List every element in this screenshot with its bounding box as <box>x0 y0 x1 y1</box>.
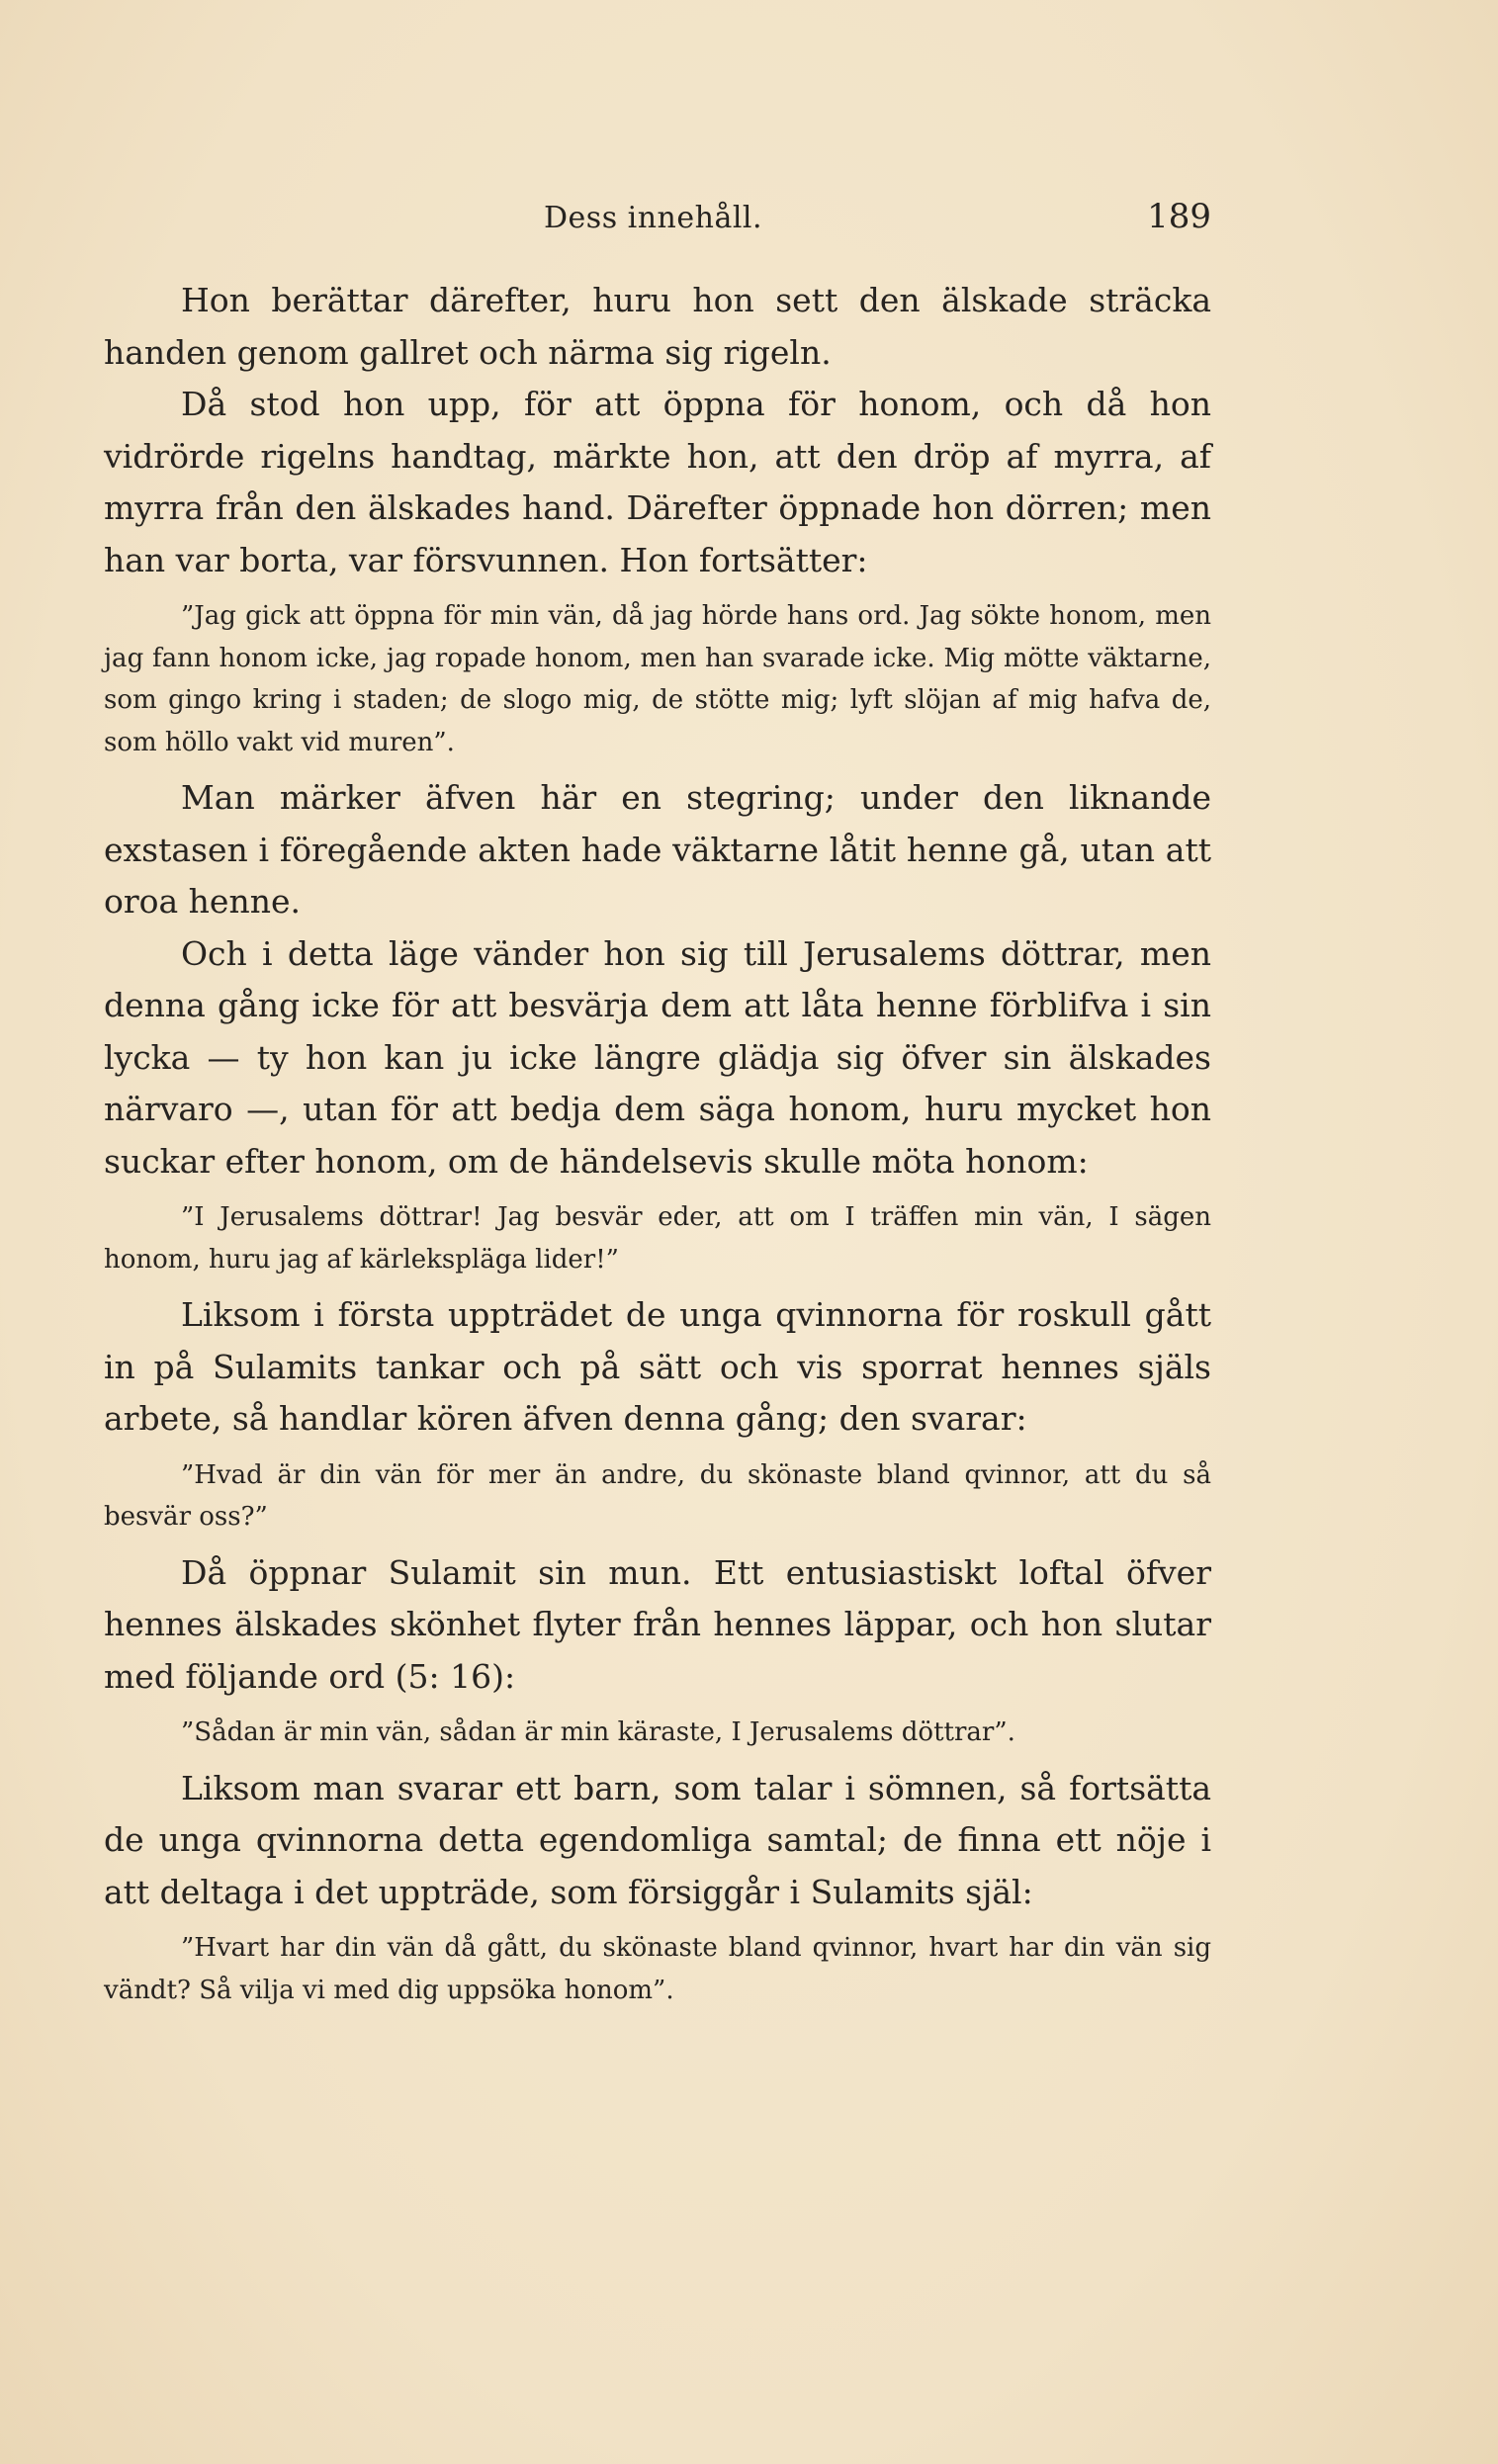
block-quote: ”Hvad är din vän för mer än andre, du skönaste bland qvinnor, att du så besvär oss?” <box>104 1459 1211 1532</box>
page-header <box>104 197 1211 250</box>
running-title: Dess innehåll. <box>544 201 763 235</box>
block-quote: ”Jag gick att öppna för min vän, då jag hörde hans ord. Jag sökte honom, men jag fann honom icke, jag ropade honom, men han svarade icke. Mig mötte väktarne, som gingo kring i staden; de slogo mig, de stötte mig; lyft slöjan af mig hafva de, som höllo vakt vid muren”. <box>104 601 1211 757</box>
paragraph: Och i detta läge vänder hon sig till Jerusalems döttrar, men denna gång icke för att besvärja dem att låta henne förblifva i sin lycka — ty hon kan ju icke längre glädja sig öfver sin älskades närvaro —, utan för att bedja dem säga honom, huru mycket hon suckar efter honom, om de händelsevis skulle möta honom: <box>104 933 1211 1181</box>
block-quote: ”Sådan är min vän, sådan är min käraste, I Jerusalems döttrar”. <box>181 1717 1015 1747</box>
paragraph: Liksom man svarar ett barn, som talar i sömnen, så fortsätta de unga qvinnorna detta egendomliga samtal; de finna ett nöje i att deltaga i det uppträde, som försiggår i Sulamits själ: <box>104 1768 1211 1911</box>
main-text <box>104 275 1211 2020</box>
paragraph: Hon berättar därefter, huru hon sett den älskade sträcka handen genom gallret och närma sig rigeln. <box>104 281 1211 372</box>
paragraph: Liksom i första uppträdet de unga qvinnorna för roskull gått in på Sulamits tankar och på sätt och vis sporrat hennes själs arbete, så handlar kören äfven denna gång; den svarar: <box>104 1295 1211 1438</box>
paragraph: Man märker äfven här en stegring; under den liknande exstasen i föregående akten hade väktarne låtit henne gå, utan att oroa henne. <box>104 778 1211 921</box>
paragraph: Då öppnar Sulamit sin mun. Ett entusiastiskt loftal öfver hennes älskades skönhet flyter från hennes läppar, och hon slutar med följande ord (5: 16): <box>104 1552 1211 1696</box>
block-quote: ”I Jerusalems döttrar! Jag besvär eder, att om I träffen min vän, I sägen honom, huru jag af kärlekspläga lider!” <box>104 1202 1211 1275</box>
page-number: 189 <box>1147 197 1211 236</box>
paragraph: Då stod hon upp, för att öppna för honom, och då hon vidrörde rigelns handtag, märkte hon, att den dröp af myrra, af myrra från den älskades hand. Därefter öppnade hon dörren; men han var borta, var försvunnen. Hon fortsätter: <box>104 385 1211 579</box>
block-quote: ”Hvart har din vän då gått, du skönaste bland qvinnor, hvart har din vän sig vändt? Så vilja vi med dig uppsöka honom”. <box>104 1933 1211 2005</box>
